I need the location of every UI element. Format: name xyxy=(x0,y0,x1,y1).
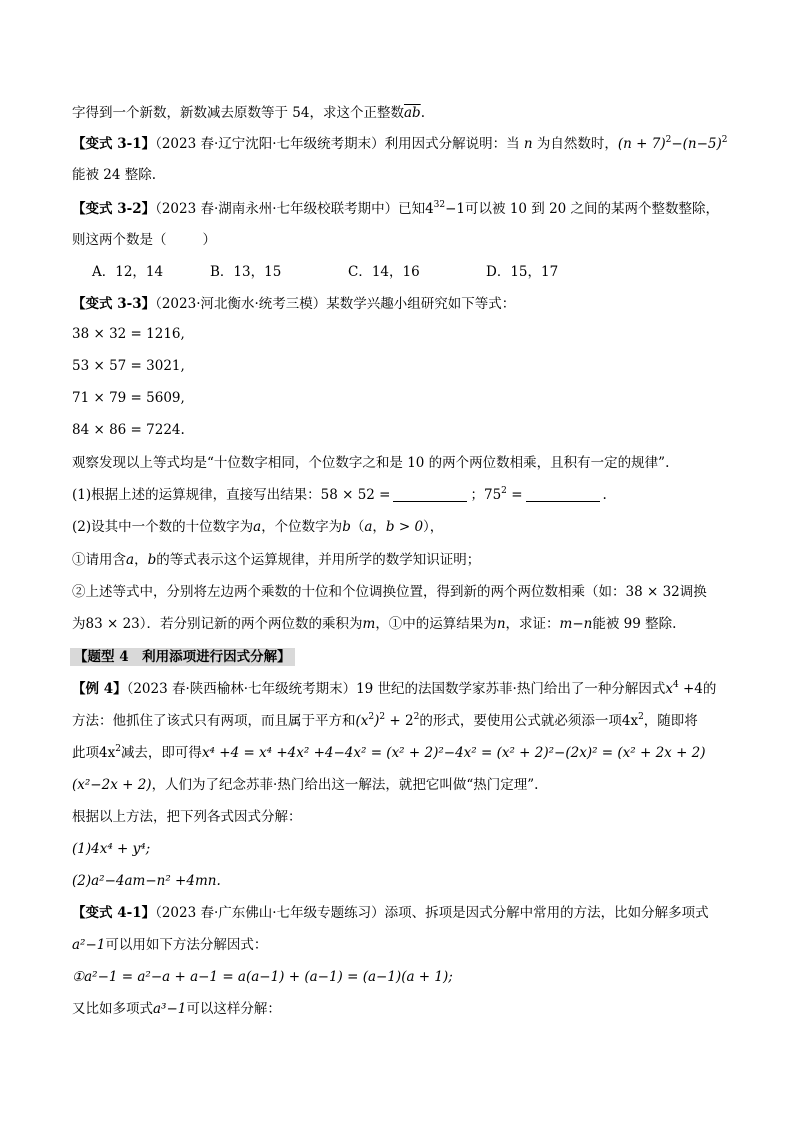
question-2: (2)设其中一个数的十位数字为a，个位数字为b（a，b > 0）， xyxy=(72,519,444,535)
variant-3-2-line1: 【变式 3-2】（2023 春·湖南永州·七年级校联考期中）已知$4^{32}-1$可以被 10 到 20 之间的某两个整数整除， xyxy=(72,200,720,217)
variant-3-1-tag: 【变式 3-1】 xyxy=(72,136,156,152)
variant-4-1-line2: a²−1可以用如下方法分解因式： xyxy=(72,937,268,953)
sub-question-2-line1: ②上述等式中，分别将左边两个乘数的十位和个位调换位置，得到新的两个两位数相乘（如：38 × 32调换 xyxy=(72,584,707,600)
variant-3-3-tag: 【变式 3-3】 xyxy=(72,296,156,312)
equation-3: 71 × 79 = 5609, xyxy=(72,390,185,406)
variant-3-1-line2: 能被 24 整除. xyxy=(72,167,157,183)
option-c[interactable]: C．14，16 xyxy=(348,264,420,280)
example-4-part-2: (2)a²−4am−n² +4mn. xyxy=(72,873,221,889)
example-4-line3: 此项$4x^2$减去，即可得x⁴ +4 = x⁴ +4x² +4−4x² = (x² + 2)²−4x² = (x² + 2)²−(2x)² = (x² + 2x + 2) xyxy=(72,744,706,761)
variant-3-2-tag: 【变式 3-2】 xyxy=(72,201,156,217)
variant-4-1-line1: 【变式 4-1】（2023 春·广东佛山·七年级专题练习）添项、拆项是因式分解中常用的方法，比如分解多项式 xyxy=(72,905,709,921)
variant-4-1-line4: 又比如多项式a³−1可以这样分解： xyxy=(72,1001,281,1017)
equation-1: 38 × 32 = 1216, xyxy=(72,326,185,342)
option-b[interactable]: B．13，15 xyxy=(210,264,282,280)
answer-blank-1[interactable] xyxy=(393,487,467,502)
equation-4: 84 × 86 = 7224. xyxy=(72,422,185,438)
example-4-instruction: 根据以上方法，把下列各式因式分解： xyxy=(72,809,302,825)
variant-3-2-line2: 则这两个数是（ ） xyxy=(72,232,216,248)
option-a[interactable]: A．12，14 xyxy=(92,264,164,280)
observation-text: 观察发现以上等式均是“十位数字相同，个位数字之和是 10 的两个两位数相乘，且积有一定的规律”. xyxy=(72,455,670,471)
question-1: (1)根据上述的运算规律，直接写出结果：58 × 52 = ；$75^2$ = . xyxy=(72,486,607,503)
sub-question-1: ①请用含a，b的等式表示这个运算规律，并用所学的数学知识证明； xyxy=(72,552,481,568)
overline-ab: $\overline{ab}$ xyxy=(403,105,421,121)
example-4-line1: 【例 4】（2023 春·陕西榆林·七年级统考期末）19 世纪的法国数学家苏菲·热门给出了一种分解因式$x^4 +4$的 xyxy=(72,680,717,697)
continued-text-line: 字得到一个新数，新数减去原数等于 54，求这个正整数$\overline{ab}$. xyxy=(72,105,425,121)
example-4-part-1: (1)4x⁴ + y⁴; xyxy=(72,841,151,857)
example-4-line2: 方法：他抓住了该式只有两项，而且属于平方和$(x^2)^2 + 2^2$的形式，要使用公式就必须添一项$4x^2$，随即将 xyxy=(72,712,698,729)
example-4-tag: 【例 4】 xyxy=(72,681,127,697)
variant-4-1-tag: 【变式 4-1】 xyxy=(72,905,156,921)
choice-options xyxy=(92,262,712,282)
option-d[interactable]: D．15，17 xyxy=(486,264,559,280)
example-4-line4: (x²−2x + 2)，人们为了纪念苏菲·热门给出这一解法，就把它叫做“热门定理”. xyxy=(72,777,539,793)
variant-4-1-line3: ①a²−1 = a²−a + a−1 = a(a−1) + (a−1) = (a−1)(a + 1); xyxy=(72,969,453,985)
section-banner: 【题型 4 利用添项进行因式分解】 xyxy=(70,647,295,667)
variant-3-3-line1: 【变式 3-3】（2023·河北衡水·统考三模）某数学兴趣小组研究如下等式： xyxy=(72,296,516,312)
answer-blank-2[interactable] xyxy=(526,487,600,502)
variant-3-1-line1: 【变式 3-1】（2023 春·辽宁沈阳·七年级统考期末）利用因式分解说明：当 n 为自然数时，$(n + 7)^2-(n-5)^2$ xyxy=(72,135,728,152)
sub-question-2-line2: 为83 × 23）．若分别记新的两个两位数的乘积为m，①中的运算结果为n，求证：m−n能被 99 整除. xyxy=(72,616,677,632)
equation-2: 53 × 57 = 3021, xyxy=(72,358,185,374)
